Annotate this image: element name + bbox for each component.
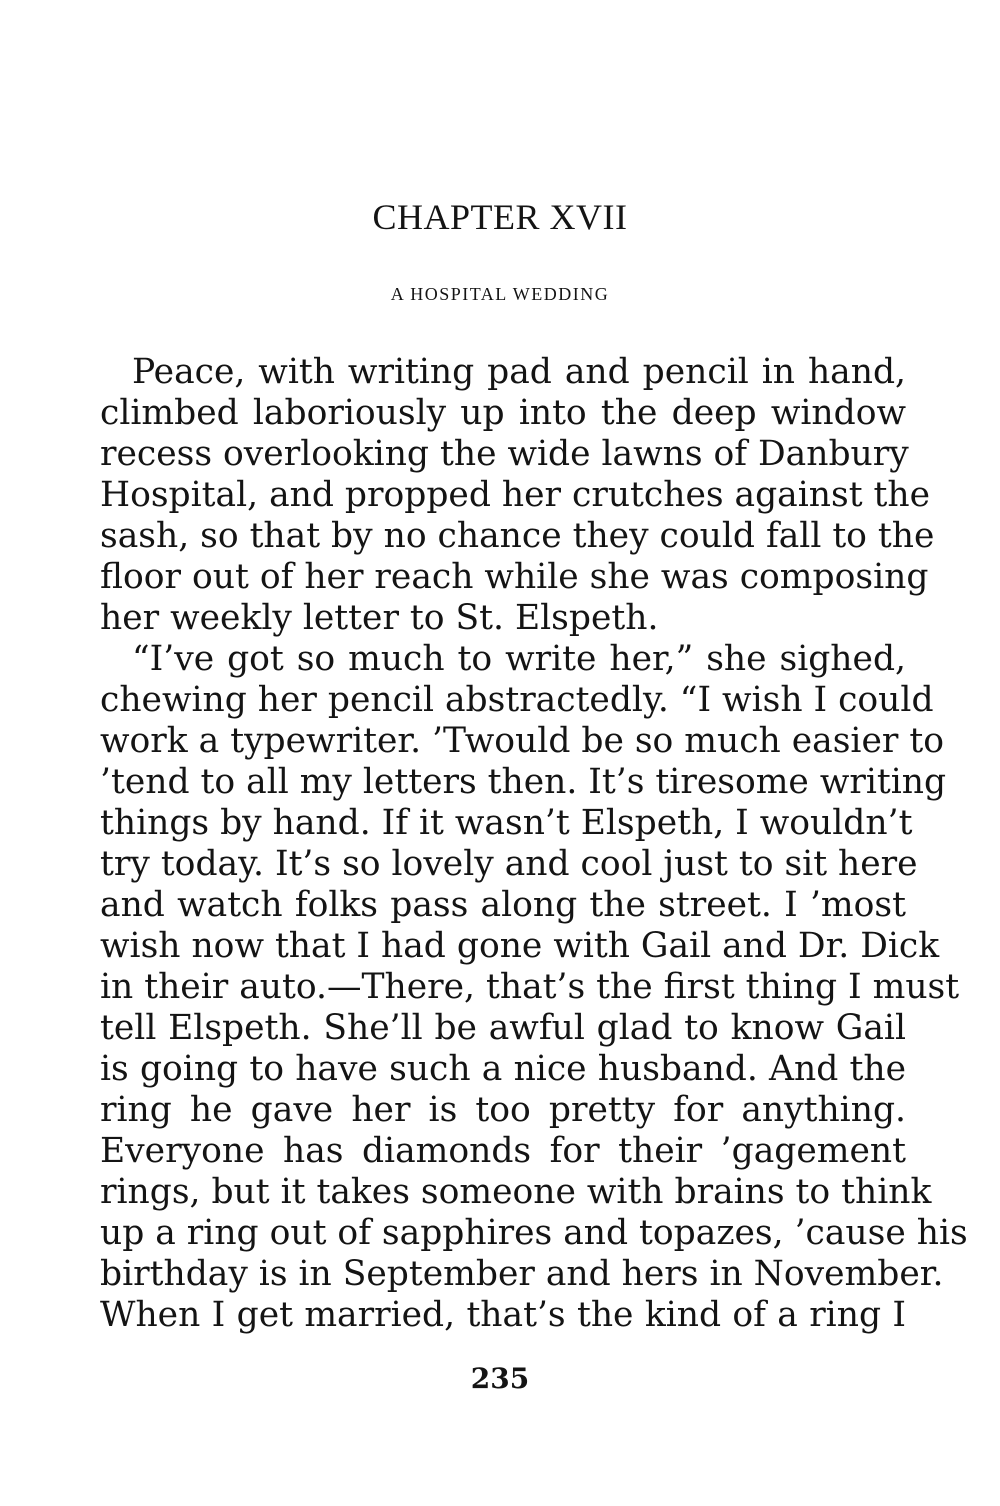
text-line: chewing her pencil abstractedly. “I wish I could	[100, 680, 934, 720]
text-line: floor out of her reach while she was composing	[100, 557, 929, 597]
text-line: things by hand. If it wasn’t Elspeth, I wouldn’t	[100, 803, 913, 843]
text-line: birthday is in September and hers in November.	[100, 1254, 944, 1294]
page-number: 235	[470, 1362, 530, 1395]
text-line: Everyone has diamonds for their ’gagement	[100, 1131, 906, 1171]
text-line: When I get married, that’s the kind of a ring I	[100, 1295, 906, 1335]
text-line: work a typewriter. ’Twould be so much easier to	[100, 721, 944, 761]
text-line: tell Elspeth. She’ll be awful glad to know Gail	[100, 1008, 906, 1048]
text-line: recess overlooking the wide lawns of Danbury	[100, 434, 909, 474]
text-line: ’tend to all my letters then. It’s tiresome writing	[100, 762, 947, 802]
text-line: “I’ve got so much to write her,” she sighed,	[132, 639, 906, 679]
paragraph-2	[100, 639, 968, 1336]
paragraph-1	[100, 352, 935, 639]
text-line: her weekly letter to St. Elspeth.	[100, 598, 659, 638]
text-line: Hospital, and propped her crutches against the	[100, 475, 931, 515]
text-line: sash, so that by no chance they could fall to the	[100, 516, 935, 556]
text-line: try today. It’s so lovely and cool just to sit here	[100, 844, 918, 884]
text-line: is going to have such a nice husband. And the	[100, 1049, 906, 1089]
text-line: wish now that I had gone with Gail and Dr. Dick	[100, 926, 940, 966]
text-line: in their auto.—There, that’s the first thing I must	[100, 967, 960, 1007]
text-line: rings, but it takes someone with brains to think	[100, 1172, 932, 1212]
text-line: climbed laboriously up into the deep window	[100, 393, 906, 433]
text-line: Peace, with writing pad and pencil in hand,	[132, 352, 906, 392]
body-text	[100, 352, 968, 1336]
text-line: up a ring out of sapphires and topazes, ’cause his	[100, 1213, 968, 1253]
text-line: ring he gave her is too pretty for anything.	[100, 1090, 906, 1130]
text-line: and watch folks pass along the street. I ’most	[100, 885, 906, 925]
chapter-subtitle: A HOSPITAL WEDDING	[390, 284, 610, 304]
chapter-title: CHAPTER XVII	[372, 197, 628, 237]
